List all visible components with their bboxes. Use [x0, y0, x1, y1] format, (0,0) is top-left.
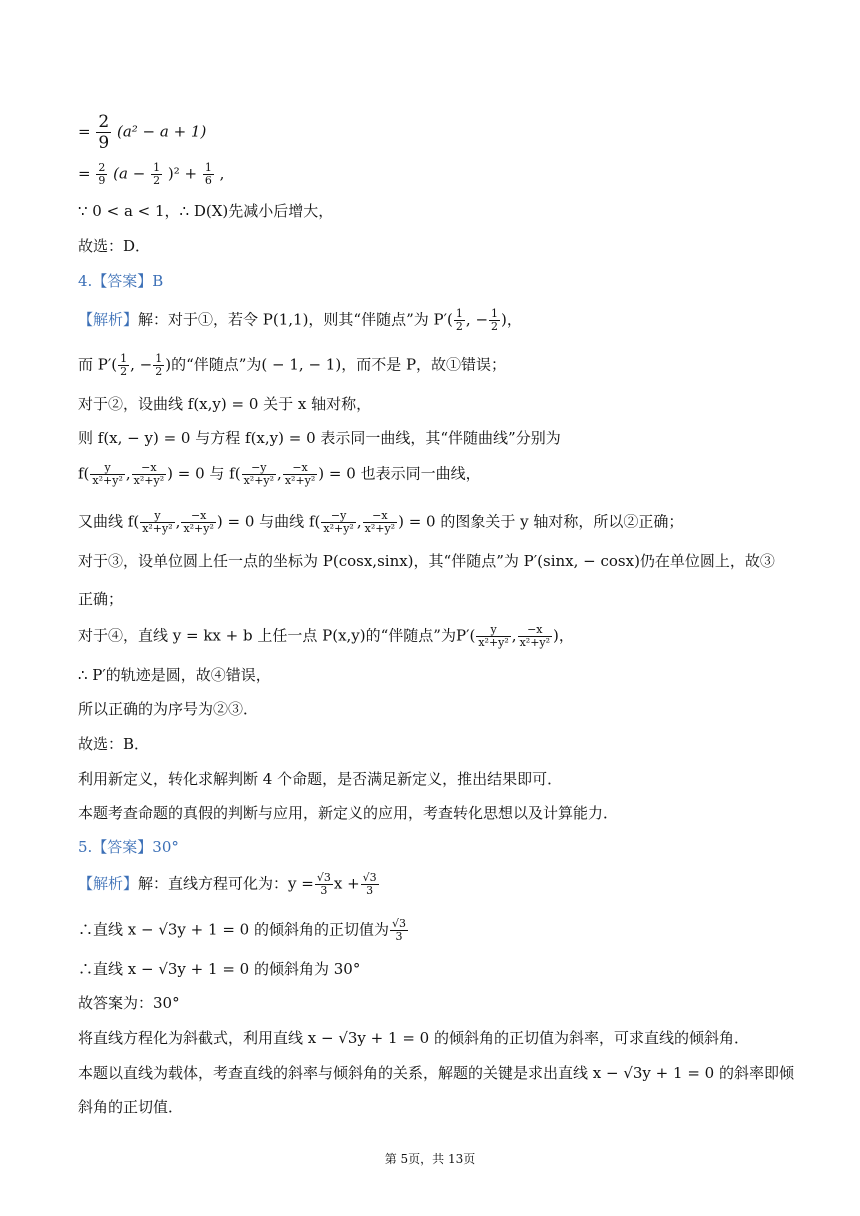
numerator: y — [476, 624, 510, 637]
text: ) = 0 与 f( — [167, 464, 241, 483]
text: 又曲线 f( — [78, 512, 140, 531]
denominator: 3 — [366, 884, 374, 897]
text-line — [78, 918, 409, 943]
text: ) = 0 的图象关于 y 轴对称，所以②正确； — [398, 512, 684, 531]
fraction — [96, 112, 111, 153]
fraction — [153, 353, 164, 378]
text: , − — [130, 355, 153, 374]
numerator: −x — [181, 510, 215, 523]
page-footer: 第 5页，共 13页 — [384, 1152, 476, 1166]
text-line: 将直线方程化为斜截式，利用直线 x − √3y + 1 = 0 的倾斜角的正切值为斜率，可求直线的倾斜角． — [78, 1029, 749, 1047]
numerator: 1 — [491, 307, 499, 320]
text-line: 又曲线 f( $\frac{y}{\text{x²+y²}}$ , $\frac{-x}{\text{x²+y²}}$ ) = 0 与曲线 f( $\frac{-y}{\text{x²+y²}}$ , $\frac{-x}{\text{x²+y²}}$ ) = 0 的图象关于 y 轴对称，所以②正确； — [78, 509, 684, 535]
fraction — [140, 510, 174, 535]
fraction — [242, 462, 276, 487]
punctuation: , — [219, 164, 225, 183]
numerator: √3 — [391, 917, 406, 930]
fraction — [489, 308, 500, 333]
fraction — [118, 353, 129, 378]
denominator: x²+y² — [519, 636, 551, 649]
fraction — [454, 308, 465, 333]
fraction — [90, 462, 124, 487]
fraction — [476, 624, 510, 649]
denominator: x²+y² — [183, 522, 214, 535]
numerator: y — [140, 510, 174, 523]
text: f( — [78, 464, 90, 483]
text-line: 对于④，直线 y = kx + b 上任一点 P(x,y)的“伴随点”为P′( $\frac{y}{\text{x²+y²}}$ , $\frac{-x}{\text{x²+y²}}$ )， — [78, 623, 574, 649]
fraction — [151, 162, 162, 187]
text-line: 故答案为：30° — [78, 994, 180, 1012]
analysis-tag: 【解析】 — [78, 874, 139, 893]
text-line: ∴直线 x − √3y + 1 = 0 的倾斜角为 30° — [78, 960, 361, 978]
analysis-tag: 【解析】 — [78, 310, 139, 329]
fraction — [203, 162, 214, 187]
numerator: −y — [242, 462, 276, 475]
denominator: 3 — [320, 884, 328, 897]
text: x + — [333, 874, 360, 893]
text-line: 本题考查命题的真假的判断与应用，新定义的应用，考查转化思想以及计算能力． — [78, 804, 619, 822]
text: ) = 0 也表示同一曲线， — [318, 464, 481, 483]
text: ) = 0 与曲线 f( — [216, 512, 321, 531]
numerator: −y — [321, 510, 355, 523]
denominator: x²+y² — [284, 474, 316, 487]
fraction — [315, 872, 333, 897]
fraction — [390, 918, 408, 943]
denominator: 2 — [153, 174, 161, 187]
equation-line-1 — [78, 112, 206, 153]
numerator: −x — [132, 462, 166, 475]
text: 而 P′( — [78, 355, 118, 374]
text-line: 本题以直线为载体，考查直线的斜率与倾斜角的关系，解题的关键是求出直线 x − √3y + 1 = 0 的斜率即倾 — [78, 1064, 794, 1082]
text-line: 利用新定义，转化求解判断 4 个命题，是否满足新定义，推出结果即可． — [78, 770, 563, 788]
equation-line-2 — [78, 162, 224, 187]
text: 解：对于①，若令 P(1,1)，则其“伴随点”为 P′( — [138, 310, 453, 329]
expression: (a² − a + 1) — [116, 122, 207, 141]
text: 解：直线方程可化为：y = — [138, 874, 314, 893]
fraction — [321, 510, 355, 535]
denominator: 2 — [155, 365, 163, 378]
numerator: −x — [283, 462, 317, 475]
expression: )² + — [167, 164, 198, 183]
fraction — [96, 162, 107, 187]
text-line: 故选：D． — [78, 237, 151, 255]
denominator: 6 — [204, 174, 212, 187]
numerator: 1 — [155, 352, 163, 365]
numerator: 1 — [455, 307, 463, 320]
denominator: x²+y² — [133, 474, 165, 487]
text-line — [78, 353, 506, 378]
text-line: 斜角的正切值． — [78, 1098, 184, 1116]
text-line: 正确； — [78, 590, 124, 608]
text: )， — [501, 310, 522, 329]
denominator: 3 — [395, 930, 403, 943]
denominator: 9 — [98, 133, 110, 153]
text-line: 则 f(x, − y) = 0 与方程 f(x,y) = 0 表示同一曲线，其“伴随曲线”分别为 — [78, 429, 561, 447]
numerator: 1 — [204, 161, 212, 174]
numerator: 2 — [98, 161, 106, 174]
denominator: x²+y² — [92, 474, 123, 487]
equals-sign: = — [78, 122, 91, 141]
numerator: y — [90, 462, 124, 475]
denominator: 9 — [98, 174, 106, 187]
numerator: 2 — [98, 112, 110, 132]
numerator: 1 — [120, 352, 128, 365]
numerator: 1 — [153, 161, 161, 174]
fraction — [181, 510, 215, 535]
equals-sign: = — [78, 164, 91, 183]
text-line: ∴ P′的轨迹是圆，故④错误， — [78, 666, 271, 684]
denominator: x²+y² — [478, 636, 509, 649]
denominator: x²+y² — [142, 522, 173, 535]
text-line — [78, 308, 522, 333]
fraction — [518, 624, 552, 649]
numerator: √3 — [316, 871, 331, 884]
fraction — [132, 462, 166, 487]
text-line — [78, 872, 380, 897]
text: 对于④，直线 y = kx + b 上任一点 P(x,y)的“伴随点”为P′( — [78, 626, 476, 645]
fraction — [283, 462, 317, 487]
text-line: 故选：B． — [78, 735, 150, 753]
denominator: 2 — [491, 320, 499, 333]
text-line: 所以正确的为序号为②③． — [78, 700, 259, 718]
denominator: x²+y² — [364, 522, 396, 535]
text-line: ∵ 0 < a < 1，∴ D(X)先减小后增大， — [78, 202, 334, 220]
fraction — [363, 510, 397, 535]
text-line: 对于③，设单位圆上任一点的坐标为 P(cosx,sinx)，其“伴随点”为 P′(sinx, − cosx)仍在单位圆上，故③ — [78, 552, 775, 570]
denominator: 2 — [455, 320, 463, 333]
text: )的“伴随点”为( − 1, − 1)，而不是 P，故①错误； — [165, 355, 507, 374]
denominator: x²+y² — [243, 474, 275, 487]
text: ∴直线 x − √3y + 1 = 0 的倾斜角的正切值为 — [78, 920, 389, 939]
text: )， — [553, 626, 574, 645]
fraction — [361, 872, 379, 897]
expression: (a − — [113, 164, 146, 183]
answer-heading-4: 4.【答案】B — [78, 272, 164, 290]
answer-heading-5: 5.【答案】30° — [78, 838, 179, 856]
denominator: x²+y² — [323, 522, 354, 535]
numerator: −x — [518, 624, 552, 637]
text-line: 对于②，设曲线 f(x,y) = 0 关于 x 轴对称， — [78, 395, 372, 413]
text: , − — [465, 310, 489, 329]
numerator: √3 — [362, 871, 377, 884]
text-line: f( $\frac{y}{\text{x²+y²}}$ , $\frac{-x}{\text{x²+y²}}$ ) = 0 与 f( $\frac{-y}{\text{x²+y²}}$ , $\frac{-x}{\text{x²+y²}}$ ) = 0 也表示同一曲线， — [78, 461, 481, 487]
denominator: 2 — [120, 365, 128, 378]
numerator: −x — [363, 510, 397, 523]
